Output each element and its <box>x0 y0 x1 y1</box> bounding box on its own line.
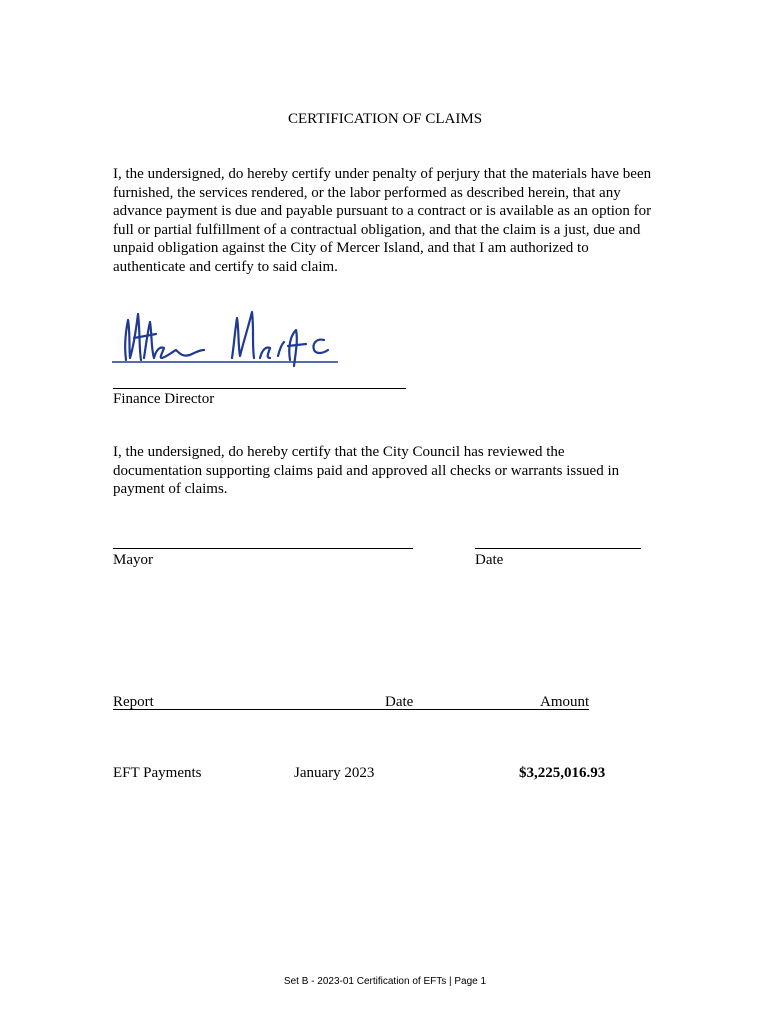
date-label: Date <box>475 552 504 568</box>
mayor-label: Mayor <box>113 552 153 568</box>
paragraph-line: advance payment is due and payable pursuant to a contract or is available as an option for <box>113 203 652 219</box>
document-title: CERTIFICATION OF CLAIMS <box>287 111 483 127</box>
council-paragraph <box>113 443 619 499</box>
paragraph-line: full or partial fulfillment of a contractual obligation, and that the claim is a just, due and <box>113 221 641 238</box>
mayor-signature-line <box>113 548 413 549</box>
finance-director-label: Finance Director <box>113 391 215 407</box>
row-date: January 2023 <box>294 765 375 781</box>
paragraph-line: I, the undersigned, do hereby certify under penalty of perjury that the materials have been <box>113 166 652 182</box>
finance-director-signature-line <box>113 388 406 389</box>
paragraph-line: unpaid obligation against the City of Mercer Island, and that I am authorized to <box>113 240 589 256</box>
row-amount: $3,225,016.93 <box>519 765 606 781</box>
paragraph-line: furnished, the services rendered, or the labor performed as described herein, that any <box>113 184 621 201</box>
date-signature-line <box>475 548 641 549</box>
row-report: EFT Payments <box>113 765 202 781</box>
header-report: Report <box>113 694 154 710</box>
paragraph-line: I, the undersigned, do hereby certify that the City Council has reviewed the <box>113 444 565 460</box>
header-date: Date <box>385 694 414 710</box>
finance-director-signature <box>112 300 352 372</box>
paragraph-line: payment of claims. <box>113 481 228 497</box>
paragraph-line: documentation supporting claims paid and approved all checks or warrants issued in <box>113 462 620 479</box>
header-underline <box>113 709 589 710</box>
header-amount: Amount <box>540 694 590 710</box>
certification-paragraph <box>113 165 651 276</box>
paragraph-line: authenticate and certify to said claim. <box>113 258 338 275</box>
page-footer: Set B - 2023-01 Certification of EFTs | Page 1 <box>283 976 487 987</box>
